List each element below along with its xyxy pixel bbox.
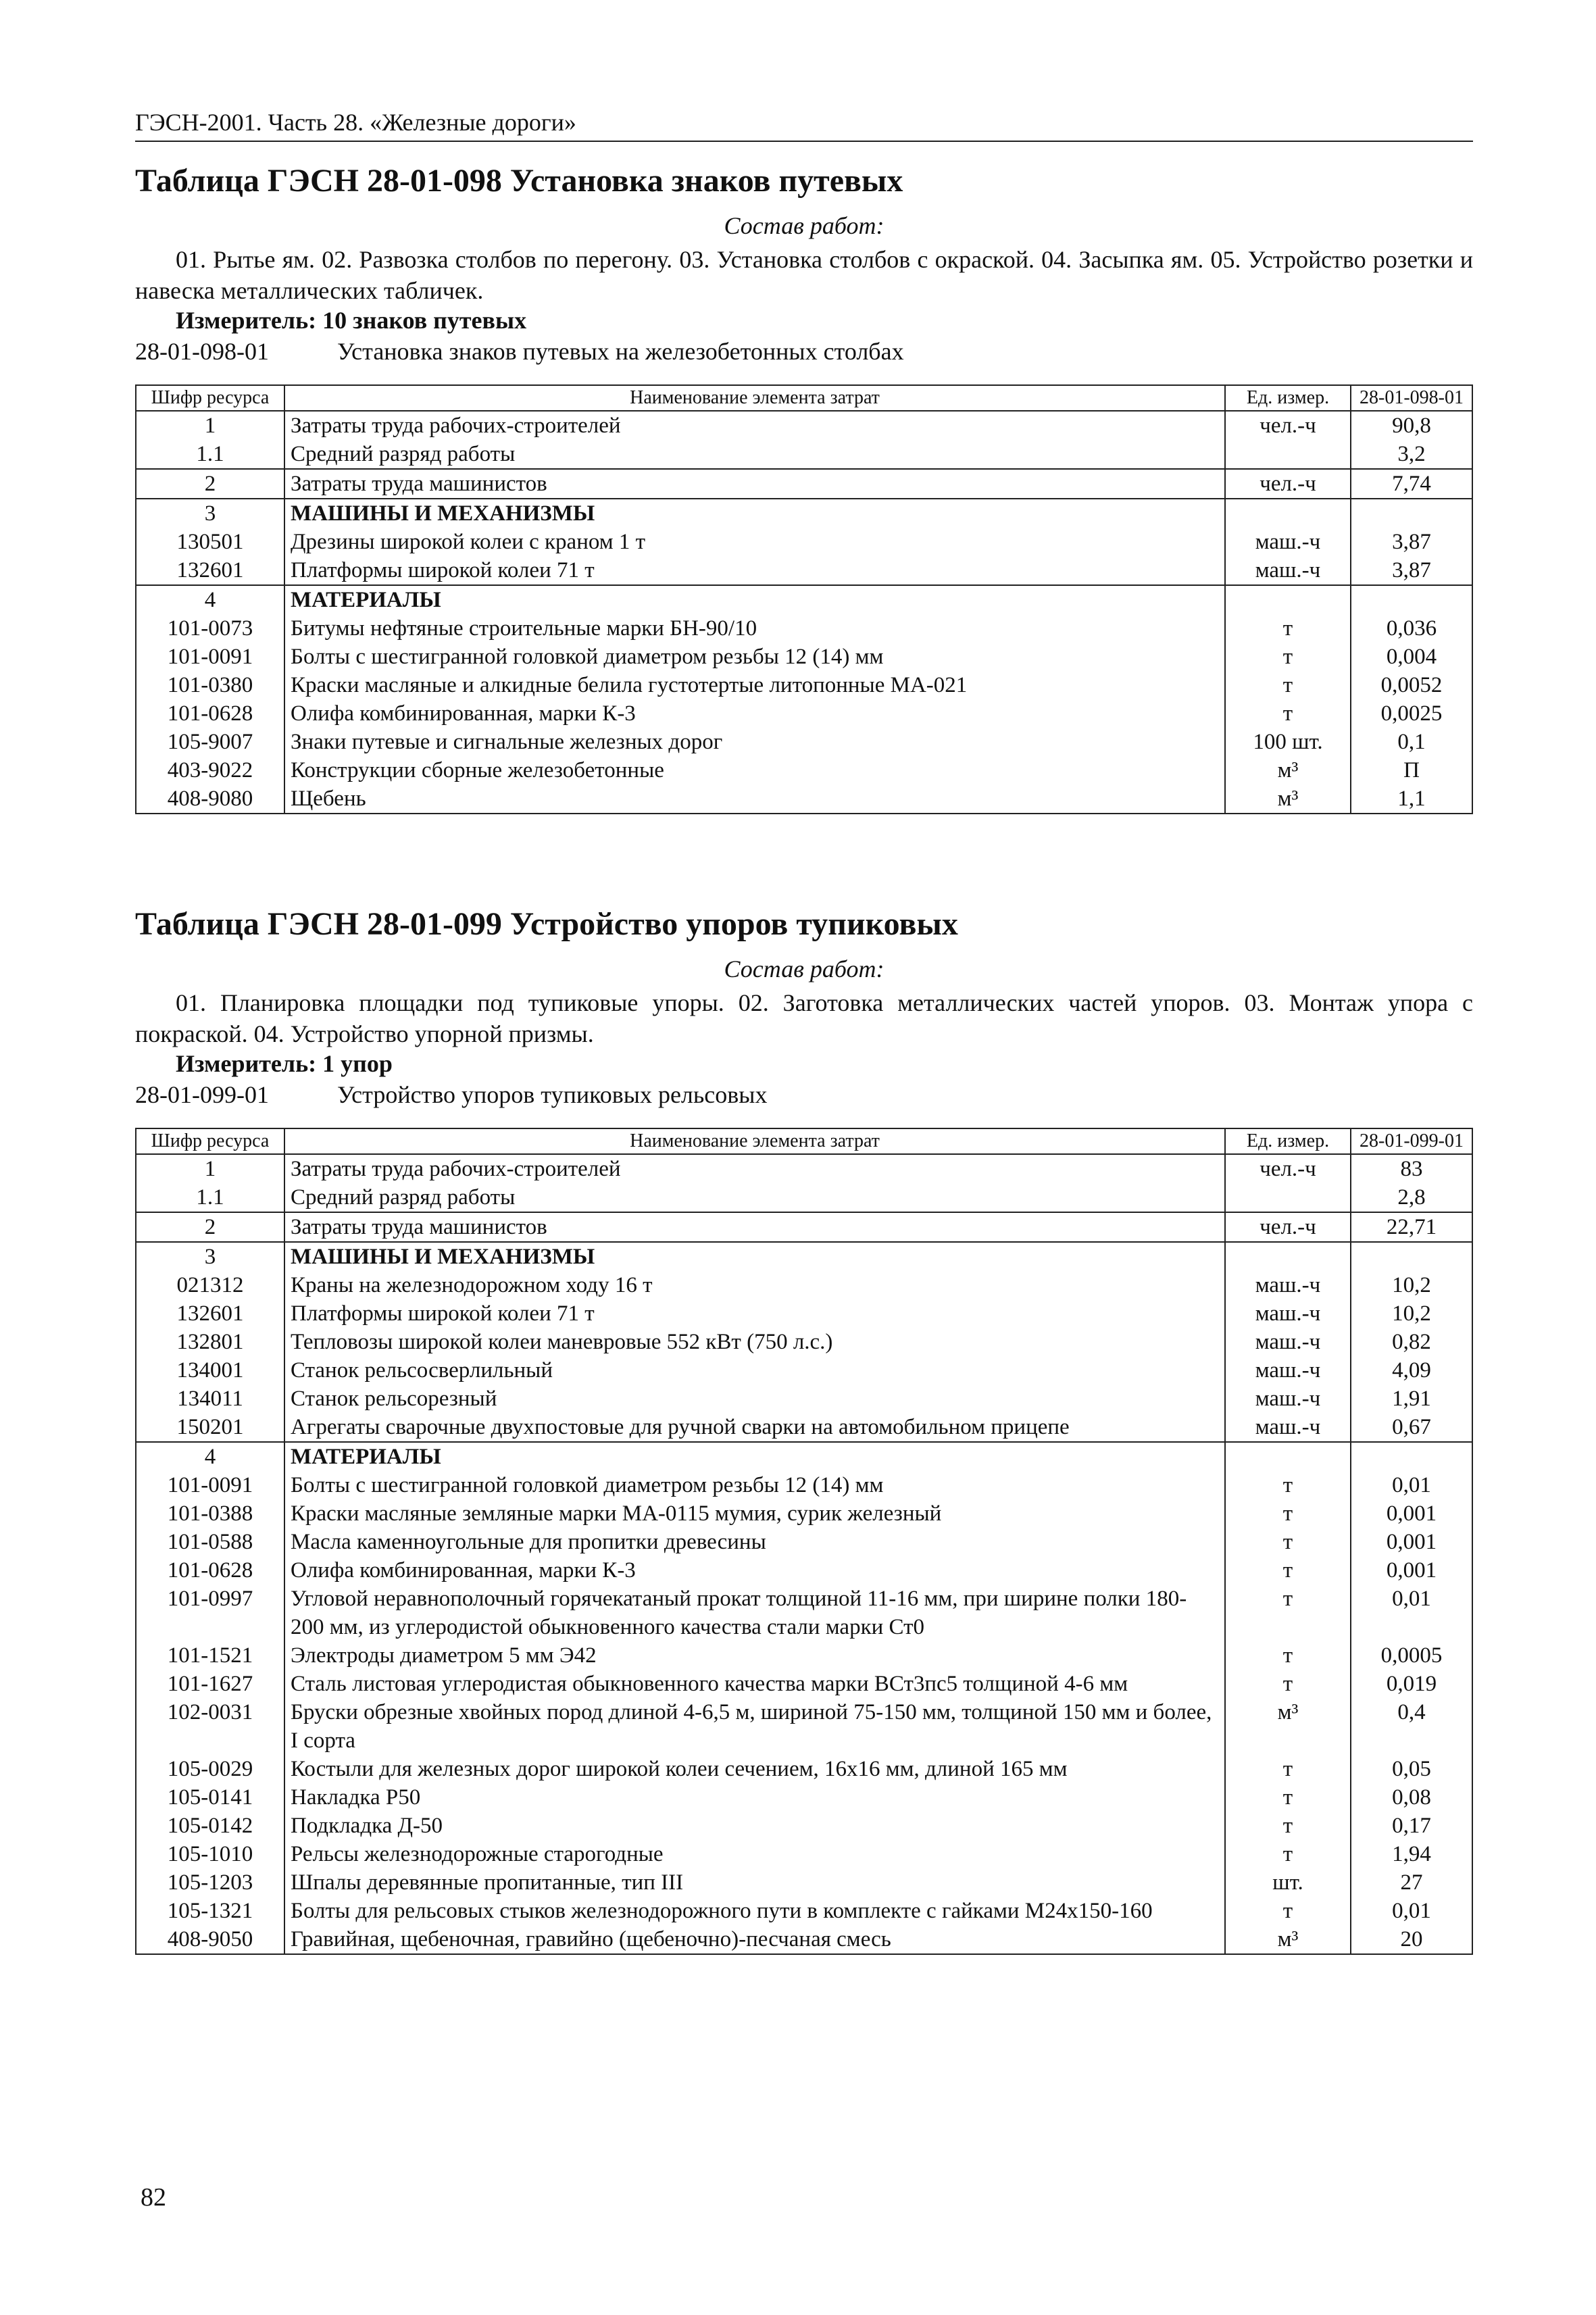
resource-name: Краны на железнодорожном ходу 16 т: [284, 1271, 1225, 1299]
resource-unit: маш.-ч: [1225, 1299, 1351, 1328]
resource-value: 0,001: [1351, 1556, 1472, 1585]
resource-name: Тепловозы широкой колеи маневровые 552 кВт (750 л.с.): [284, 1328, 1225, 1356]
table-row: [136, 585, 1472, 614]
header-name: Наименование элемента затрат: [284, 1128, 1225, 1154]
resource-unit: т: [1225, 1499, 1351, 1528]
resource-value: 0,0052: [1351, 671, 1472, 699]
resource-code: 3: [136, 1242, 284, 1271]
page-number: 82: [141, 2183, 166, 2212]
header-code: Шифр ресурса: [136, 1128, 284, 1154]
table-row: [136, 1212, 1472, 1242]
table-row: [136, 756, 1472, 785]
resource-value: 3,2: [1351, 440, 1472, 469]
resource-name: Дрезины широкой колеи с краном 1 т: [284, 528, 1225, 556]
resource-code: 101-0073: [136, 614, 284, 643]
norm-description: Установка знаков путевых на железобетонных столбах: [337, 338, 904, 365]
table-row: [136, 1271, 1472, 1299]
resource-value: 0,67: [1351, 1413, 1472, 1442]
resource-code: 408-9050: [136, 1925, 284, 1954]
resource-value: 0,036: [1351, 614, 1472, 643]
table-row: [136, 699, 1472, 728]
resource-code: 021312: [136, 1271, 284, 1299]
resource-code: 105-1010: [136, 1840, 284, 1868]
resource-unit: маш.-ч: [1225, 528, 1351, 556]
table-row: [136, 469, 1472, 499]
resource-code: 101-1521: [136, 1641, 284, 1670]
resource-code: 101-1627: [136, 1670, 284, 1698]
resource-unit: м³: [1225, 756, 1351, 785]
resource-unit: чел.-ч: [1225, 469, 1351, 499]
work-composition-heading: Состав работ:: [724, 955, 884, 982]
resource-code: 105-0141: [136, 1783, 284, 1812]
resource-unit: чел.-ч: [1225, 1212, 1351, 1242]
resource-name: Средний разряд работы: [284, 1183, 1225, 1212]
resource-code: 408-9080: [136, 785, 284, 814]
resource-value: 10,2: [1351, 1271, 1472, 1299]
resource-code: 101-0628: [136, 1556, 284, 1585]
resource-code: 101-0388: [136, 1499, 284, 1528]
resource-code: 132601: [136, 556, 284, 585]
resource-code: 4: [136, 585, 284, 614]
table-row: [136, 1356, 1472, 1385]
norm-code: 28-01-099-01: [135, 1081, 269, 1108]
resource-value: 1,94: [1351, 1840, 1472, 1868]
resource-code: 1: [136, 411, 284, 440]
resource-name: Рельсы железнодорожные старогодные: [284, 1840, 1225, 1868]
resource-name: Битумы нефтяные строительные марки БН-90/10: [284, 614, 1225, 643]
resource-name: Средний разряд работы: [284, 440, 1225, 469]
resource-unit: маш.-ч: [1225, 1413, 1351, 1442]
resource-code: 1: [136, 1154, 284, 1183]
resource-name: Подкладка Д-50: [284, 1812, 1225, 1840]
table-section-099: [135, 905, 1473, 1955]
resource-name: Олифа комбинированная, марки К-3: [284, 699, 1225, 728]
resource-unit: маш.-ч: [1225, 1385, 1351, 1413]
resource-name: Затраты труда рабочих-строителей: [284, 1154, 1225, 1183]
section-title: Таблица ГЭСН 28-01-098 Установка знаков путевых: [135, 163, 903, 199]
table-header-row: [136, 385, 1472, 411]
header-norm-code: 28-01-098-01: [1351, 385, 1472, 411]
resource-value: 0,001: [1351, 1528, 1472, 1556]
resource-code: 101-0628: [136, 699, 284, 728]
resource-unit: т: [1225, 1471, 1351, 1499]
resource-name: Краски масляные и алкидные белила густотертые литопонные МА-021: [284, 671, 1225, 699]
resource-unit: [1225, 499, 1351, 528]
resource-unit: т: [1225, 1840, 1351, 1868]
resource-value: 0,001: [1351, 1499, 1472, 1528]
resource-name: МАШИНЫ И МЕХАНИЗМЫ: [284, 499, 1225, 528]
resource-value: 0,01: [1351, 1471, 1472, 1499]
work-composition-text: 01. Рытье ям. 02. Развозка столбов по перегону. 03. Установка столбов с окраской. 04. Засыпка ям. 05. Устройство розетки и навеска металлических табличек.: [135, 246, 1473, 304]
resource-name: Затраты труда рабочих-строителей: [284, 411, 1225, 440]
resource-unit: м³: [1225, 1925, 1351, 1954]
resource-name: Накладка Р50: [284, 1783, 1225, 1812]
resource-code: 1.1: [136, 1183, 284, 1212]
resource-code: 1.1: [136, 440, 284, 469]
resource-code: 105-1321: [136, 1897, 284, 1925]
resource-code: 102-0031: [136, 1698, 284, 1755]
resource-code: 101-0588: [136, 1528, 284, 1556]
resource-name: Костыли для железных дорог широкой колеи сечением, 16х16 мм, длиной 165 мм: [284, 1755, 1225, 1783]
header-name: Наименование элемента затрат: [284, 385, 1225, 411]
resource-value: 90,8: [1351, 411, 1472, 440]
norm-code-line: [135, 337, 1473, 366]
resource-value: 22,71: [1351, 1212, 1472, 1242]
resource-name: Гравийная, щебеночная, гравийно (щебеночно)-песчаная смесь: [284, 1925, 1225, 1954]
resource-unit: т: [1225, 1812, 1351, 1840]
table-row: [136, 440, 1472, 469]
resource-unit: чел.-ч: [1225, 411, 1351, 440]
section-title: Таблица ГЭСН 28-01-099 Устройство упоров тупиковых: [135, 906, 958, 942]
resource-value: 0,82: [1351, 1328, 1472, 1356]
resource-unit: [1225, 585, 1351, 614]
resource-code: 2: [136, 469, 284, 499]
resource-name: Станок рельсосверлильный: [284, 1356, 1225, 1385]
table-row: [136, 1897, 1472, 1925]
table-row: [136, 1413, 1472, 1442]
resource-code: 130501: [136, 528, 284, 556]
table-row: [136, 643, 1472, 671]
table-header-row: [136, 1128, 1472, 1154]
table-row: [136, 1299, 1472, 1328]
resource-code: 101-0091: [136, 1471, 284, 1499]
resource-value: П: [1351, 756, 1472, 785]
table-row: [136, 1183, 1472, 1212]
work-composition-heading: Состав работ:: [724, 212, 884, 239]
table-row: [136, 1840, 1472, 1868]
resource-value: 0,01: [1351, 1897, 1472, 1925]
resource-name: Конструкции сборные железобетонные: [284, 756, 1225, 785]
resource-name: Угловой неравнополочный горячекатаный прокат толщиной 11-16 мм, при ширине полки 180-200 мм, из углеродистой обыкновенного качества стали марки Ст0: [284, 1585, 1225, 1641]
resource-value: 0,01: [1351, 1585, 1472, 1641]
resource-name: Масла каменноугольные для пропитки древесины: [284, 1528, 1225, 1556]
resource-name: Затраты труда машинистов: [284, 469, 1225, 499]
table-row: [136, 785, 1472, 814]
resource-unit: шт.: [1225, 1868, 1351, 1897]
table-row: [136, 1783, 1472, 1812]
table-row: [136, 1641, 1472, 1670]
resource-name: Затраты труда машинистов: [284, 1212, 1225, 1242]
resource-unit: т: [1225, 1897, 1351, 1925]
resource-code: 4: [136, 1442, 284, 1471]
header-norm-code: 28-01-099-01: [1351, 1128, 1472, 1154]
resource-value: 0,019: [1351, 1670, 1472, 1698]
resource-name: Платформы широкой колеи 71 т: [284, 1299, 1225, 1328]
table-row: [136, 411, 1472, 440]
resource-code: 403-9022: [136, 756, 284, 785]
norm-description: Устройство упоров тупиковых рельсовых: [337, 1081, 768, 1108]
resource-unit: маш.-ч: [1225, 1328, 1351, 1356]
resource-code: 3: [136, 499, 284, 528]
resource-value: 3,87: [1351, 556, 1472, 585]
resource-value: [1351, 1442, 1472, 1471]
resource-unit: т: [1225, 1585, 1351, 1641]
table-row: [136, 556, 1472, 585]
table-row: [136, 614, 1472, 643]
resource-unit: маш.-ч: [1225, 556, 1351, 585]
table-section-098: [135, 162, 1473, 814]
resource-code: 105-0142: [136, 1812, 284, 1840]
resource-code: 134001: [136, 1356, 284, 1385]
resource-unit: т: [1225, 1783, 1351, 1812]
resource-unit: 100 шт.: [1225, 728, 1351, 756]
resource-unit: чел.-ч: [1225, 1154, 1351, 1183]
resource-unit: т: [1225, 643, 1351, 671]
resource-name: Шпалы деревянные пропитанные, тип III: [284, 1868, 1225, 1897]
resource-name: Станок рельсорезный: [284, 1385, 1225, 1413]
resource-unit: т: [1225, 671, 1351, 699]
resource-unit: [1225, 1442, 1351, 1471]
table-row: [136, 1499, 1472, 1528]
table-row: [136, 1698, 1472, 1755]
resource-unit: м³: [1225, 785, 1351, 814]
resource-name: Болты с шестигранной головкой диаметром резьбы 12 (14) мм: [284, 1471, 1225, 1499]
table-row: [136, 1868, 1472, 1897]
table-row: [136, 1442, 1472, 1471]
resource-unit: т: [1225, 1556, 1351, 1585]
resource-code: 2: [136, 1212, 284, 1242]
resource-name: Электроды диаметром 5 мм Э42: [284, 1641, 1225, 1670]
resource-code: 105-1203: [136, 1868, 284, 1897]
resource-rows: [136, 1154, 1472, 1954]
norm-code: 28-01-098-01: [135, 338, 269, 365]
table-row: [136, 728, 1472, 756]
resource-name: Знаки путевые и сигнальные железных дорог: [284, 728, 1225, 756]
resource-value: 2,8: [1351, 1183, 1472, 1212]
resource-unit: [1225, 1242, 1351, 1271]
resource-unit: м³: [1225, 1698, 1351, 1755]
resource-rows: [136, 411, 1472, 814]
resource-value: 7,74: [1351, 469, 1472, 499]
resource-value: 0,0025: [1351, 699, 1472, 728]
resource-name: Щебень: [284, 785, 1225, 814]
resource-table: [135, 384, 1473, 814]
resource-code: 105-0029: [136, 1755, 284, 1783]
resource-value: 0,004: [1351, 643, 1472, 671]
resource-table: [135, 1128, 1473, 1955]
resource-value: 0,4: [1351, 1698, 1472, 1755]
resource-name: Болты для рельсовых стыков железнодорожного пути в комплекте с гайками М24х150-160: [284, 1897, 1225, 1925]
resource-code: 132601: [136, 1299, 284, 1328]
table-row: [136, 1812, 1472, 1840]
resource-code: 132801: [136, 1328, 284, 1356]
table-row: [136, 671, 1472, 699]
resource-unit: т: [1225, 1641, 1351, 1670]
resource-name: Платформы широкой колеи 71 т: [284, 556, 1225, 585]
resource-value: [1351, 585, 1472, 614]
resource-unit: т: [1225, 614, 1351, 643]
header-unit: Ед. измер.: [1225, 1128, 1351, 1154]
resource-code: 105-9007: [136, 728, 284, 756]
resource-unit: т: [1225, 1755, 1351, 1783]
resource-name: МАШИНЫ И МЕХАНИЗМЫ: [284, 1242, 1225, 1271]
resource-name: Бруски обрезные хвойных пород длиной 4-6,5 м, шириной 75-150 мм, толщиной 150 мм и более, I сорта: [284, 1698, 1225, 1755]
resource-name: Олифа комбинированная, марки К-3: [284, 1556, 1225, 1585]
resource-name: МАТЕРИАЛЫ: [284, 585, 1225, 614]
table-row: [136, 499, 1472, 528]
resource-value: 10,2: [1351, 1299, 1472, 1328]
table-row: [136, 1154, 1472, 1183]
resource-name: Краски масляные земляные марки МА-0115 мумия, сурик железный: [284, 1499, 1225, 1528]
resource-unit: т: [1225, 1528, 1351, 1556]
resource-value: 0,1: [1351, 728, 1472, 756]
work-composition-text: 01. Планировка площадки под тупиковые упоры. 02. Заготовка металлических частей упоров. 03. Монтаж упора с покраской. 04. Устройство упорной призмы.: [135, 989, 1473, 1047]
resource-value: 83: [1351, 1154, 1472, 1183]
resource-name: Болты с шестигранной головкой диаметром резьбы 12 (14) мм: [284, 643, 1225, 671]
resource-name: Агрегаты сварочные двухпостовые для ручной сварки на автомобильном прицепе: [284, 1413, 1225, 1442]
resource-code: 150201: [136, 1413, 284, 1442]
table-row: [136, 1242, 1472, 1271]
resource-unit: [1225, 440, 1351, 469]
measure-unit: Измеритель: 10 знаков путевых: [176, 307, 527, 334]
resource-name: Сталь листовая углеродистая обыкновенного качества марки ВСт3пс5 толщиной 4-6 мм: [284, 1670, 1225, 1698]
table-row: [136, 1328, 1472, 1356]
running-head: ГЭСН-2001. Часть 28. «Железные дороги»: [135, 108, 1473, 142]
table-row: [136, 1670, 1472, 1698]
resource-code: 101-0091: [136, 643, 284, 671]
resource-value: 4,09: [1351, 1356, 1472, 1385]
resource-value: 0,17: [1351, 1812, 1472, 1840]
resource-value: [1351, 499, 1472, 528]
resource-name: МАТЕРИАЛЫ: [284, 1442, 1225, 1471]
measure-unit: Измеритель: 1 упор: [176, 1050, 393, 1077]
table-row: [136, 1471, 1472, 1499]
table-row: [136, 1585, 1472, 1641]
resource-code: 134011: [136, 1385, 284, 1413]
resource-value: 20: [1351, 1925, 1472, 1954]
resource-value: 1,1: [1351, 785, 1472, 814]
resource-unit: т: [1225, 699, 1351, 728]
resource-value: 1,91: [1351, 1385, 1472, 1413]
resource-unit: маш.-ч: [1225, 1356, 1351, 1385]
table-row: [136, 528, 1472, 556]
resource-value: 0,08: [1351, 1783, 1472, 1812]
resource-code: 101-0997: [136, 1585, 284, 1641]
resource-unit: т: [1225, 1670, 1351, 1698]
header-code: Шифр ресурса: [136, 385, 284, 411]
table-row: [136, 1755, 1472, 1783]
table-row: [136, 1925, 1472, 1954]
resource-value: 27: [1351, 1868, 1472, 1897]
resource-unit: маш.-ч: [1225, 1271, 1351, 1299]
resource-unit: [1225, 1183, 1351, 1212]
header-unit: Ед. измер.: [1225, 385, 1351, 411]
resource-value: 3,87: [1351, 528, 1472, 556]
resource-code: 101-0380: [136, 671, 284, 699]
resource-value: 0,0005: [1351, 1641, 1472, 1670]
resource-value: 0,05: [1351, 1755, 1472, 1783]
table-row: [136, 1556, 1472, 1585]
resource-value: [1351, 1242, 1472, 1271]
table-row: [136, 1528, 1472, 1556]
norm-code-line: [135, 1080, 1473, 1109]
table-row: [136, 1385, 1472, 1413]
